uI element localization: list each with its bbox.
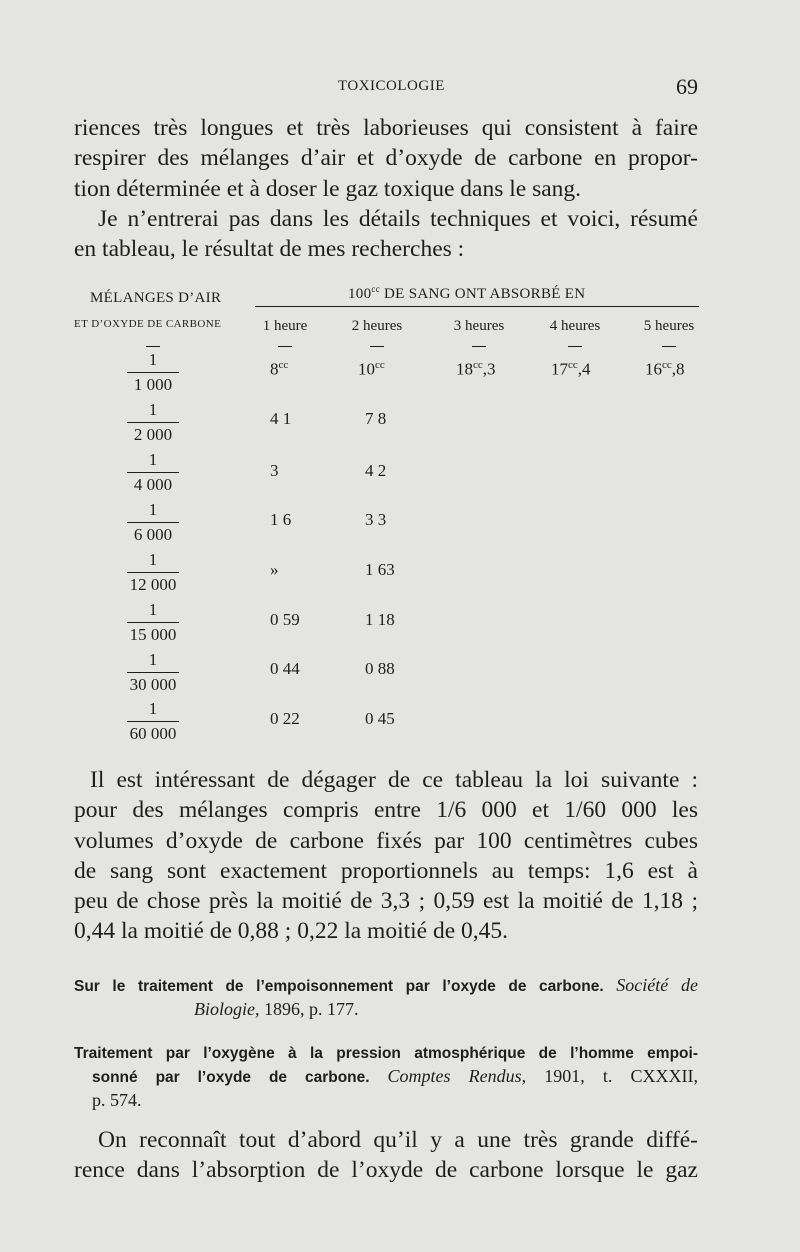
body-paragraph [74, 765, 698, 947]
mixture-ratio: 1 1 000 [127, 350, 179, 395]
text-line: On reconnaît tout d’abord qu’il y a une très grande diffé- [98, 1127, 698, 1153]
mixture-ratio: 1 15 000 [127, 600, 179, 645]
column-dash [568, 346, 582, 347]
column-dash [472, 346, 486, 347]
column-header: 1 heure [262, 318, 308, 334]
column-header: 5 heures [643, 318, 695, 334]
reference-line: Biologie, 1896, p. 177. [194, 999, 359, 1019]
table-rule [255, 306, 699, 307]
cell-1h: 3 [270, 461, 279, 480]
cell-5h: $16^{cc},8$ [645, 359, 685, 379]
mixture-ratio: 1 30 000 [127, 650, 179, 695]
mixture-ratio: 1 60 000 [127, 699, 179, 744]
cell-2h: $10^{cc}$ [358, 359, 385, 379]
mixture-ratio: 1 6 000 [127, 500, 179, 545]
cell-2h: 1 63 [365, 560, 395, 579]
cell-1h: 0 59 [270, 610, 300, 629]
cell-1h: 1 6 [270, 510, 292, 529]
row-header-title: MÉLANGES D’AIR [90, 290, 222, 306]
cell-2h: 7 8 [365, 409, 387, 428]
text-line: 0,44 la moitié de 0,88 ; 0,22 la moitié de 0,45. [74, 918, 509, 945]
cell-1h: $8^{cc}$ [270, 359, 289, 379]
column-header: 2 heures [351, 318, 403, 334]
reference-line: Sur le traitement de l’empoisonnement par l’oxyde de carbone. Société de [74, 975, 698, 995]
cell-1h: 0 22 [270, 709, 300, 728]
text-line: peu de chose près la moitié de 3,3 ; 0,59 est la moitié de 1,18 ; [74, 888, 698, 915]
text-line: volumes d’oxyde de carbone fixés par 100 centimètres cubes [74, 827, 698, 854]
reference-line: sonné par l’oxyde de carbone. Comptes Rendus, 1901, t. CXXXII, [92, 1066, 699, 1086]
reference-line: p. 574. [92, 1090, 142, 1110]
cell-2h: 0 88 [365, 659, 395, 678]
column-header: 4 heures [549, 318, 601, 334]
cell-4h: $17^{cc},4$ [551, 359, 591, 379]
cell-1h: » [270, 560, 279, 579]
table-caption: $100^{cc}$ DE SANG ONT ABSORBÉ EN [348, 284, 586, 302]
text-line: de sang sont exactement proportionnels au temps: 1,6 est à [74, 857, 698, 884]
reference-entry [74, 974, 698, 1022]
reference-entry [74, 1042, 698, 1113]
cell-2h: 3 3 [365, 510, 387, 529]
cell-1h: 4 1 [270, 409, 292, 428]
mixture-ratio: 1 4 000 [127, 450, 179, 495]
column-header: 3 heures [453, 318, 505, 334]
running-head: TOXICOLOGIE [338, 78, 445, 94]
text-line: pour des mélanges compris entre 1/6 000 et 1/60 000 les [74, 797, 698, 824]
row-header-subtitle: ET D’OXYDE DE CARBONE [74, 318, 222, 330]
mixture-ratio: 1 12 000 [127, 550, 179, 595]
cell-1h: 0 44 [270, 659, 300, 678]
column-dash [662, 346, 676, 347]
cell-2h: 0 45 [365, 709, 395, 728]
text-line: riences très longues et très laborieuses qui consistent à faire [74, 115, 698, 141]
reference-line: Traitement par l’oxygène à la pression atmosphérique de l’homme empoi- [74, 1045, 698, 1062]
column-dash [146, 346, 160, 347]
page-number: 69 [676, 74, 698, 99]
cell-3h: $18^{cc},3$ [456, 359, 496, 379]
column-dash [278, 346, 292, 347]
cell-2h: 1 18 [365, 610, 395, 629]
text-line: respirer des mélanges d’air et d’oxyde de carbone en propor- [74, 145, 698, 172]
text-line: tion déterminée et à doser le gaz toxique dans le sang. [74, 175, 582, 202]
text-line: Je n’entrerai pas dans les détails techniques et voici, résumé [98, 205, 698, 232]
text-line: rence dans l’absorption de l’oxyde de carbone lorsque le gaz [74, 1157, 698, 1184]
closing-paragraph [74, 1125, 698, 1186]
intro-paragraph [74, 113, 698, 264]
cell-2h: 4 2 [365, 461, 387, 480]
mixture-ratio: 1 2 000 [127, 400, 179, 445]
text-line: en tableau, le résultat de mes recherches : [74, 236, 465, 263]
text-line: Il est intéressant de dégager de ce tableau la loi suivante : [90, 767, 698, 793]
column-dash [370, 346, 384, 347]
